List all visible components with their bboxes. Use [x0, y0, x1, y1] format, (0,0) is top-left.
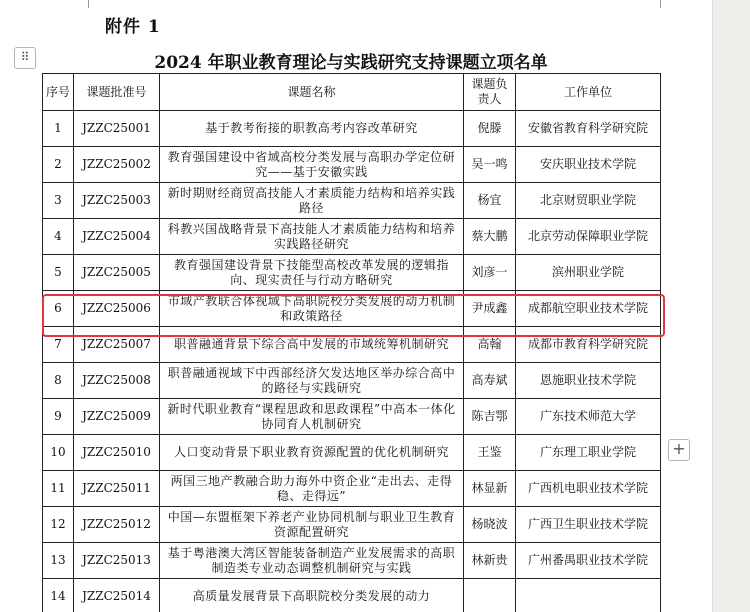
cell-approval-no: JZZC25003 [74, 183, 160, 219]
cell-leader: 林显新 [464, 471, 516, 507]
cell-name: 新时期财经商贸高技能人才素质能力结构和培养实践路径 [160, 183, 464, 219]
cell-unit: 安庆职业技术学院 [516, 147, 661, 183]
add-row-icon[interactable]: + [668, 439, 690, 461]
cell-unit: 北京劳动保障职业学院 [516, 219, 661, 255]
cell-approval-no: JZZC25010 [74, 435, 160, 471]
header-approval-no: 课题批准号 [74, 74, 160, 111]
cell-unit: 安徽省教育科学研究院 [516, 111, 661, 147]
table-row[interactable] [43, 399, 661, 435]
cell-unit: 广西卫生职业技术学院 [516, 507, 661, 543]
cell-leader: 倪滕 [464, 111, 516, 147]
table-row[interactable] [43, 363, 661, 399]
cell-name: 职普融通视域下中西部经济欠发达地区举办综合高中的路径与实践研究 [160, 363, 464, 399]
cell-name: 中国—东盟框架下养老产业协同机制与职业卫生教育资源配置研究 [160, 507, 464, 543]
cell-leader [464, 579, 516, 612]
table-header-row [43, 74, 661, 111]
table-row[interactable] [43, 327, 661, 363]
cell-name: 市域产教联合体视域下高职院校分类发展的动力机制和政策路径 [160, 291, 464, 327]
cell-index: 13 [43, 543, 74, 579]
cell-name: 高质量发展背景下高职院校分类发展的动力 [160, 579, 464, 612]
table-row[interactable] [43, 147, 661, 183]
cell-index: 9 [43, 399, 74, 435]
cell-approval-no: JZZC25011 [74, 471, 160, 507]
table-row[interactable] [43, 543, 661, 579]
cell-leader: 高寿斌 [464, 363, 516, 399]
cell-approval-no: JZZC25014 [74, 579, 160, 612]
table-row[interactable] [43, 471, 661, 507]
cell-approval-no: JZZC25006 [74, 291, 160, 327]
header-index: 序号 [43, 74, 74, 111]
cell-approval-no: JZZC25009 [74, 399, 160, 435]
cell-name: 职普融通背景下综合高中发展的市域统筹机制研究 [160, 327, 464, 363]
cell-name: 教育强国建设背景下技能型高校改革发展的逻辑指向、现实责任与行动方略研究 [160, 255, 464, 291]
cell-leader: 林新贵 [464, 543, 516, 579]
header-unit: 工作单位 [516, 74, 661, 111]
table-body [43, 111, 661, 612]
table-row[interactable] [43, 507, 661, 543]
cell-index: 10 [43, 435, 74, 471]
project-table [42, 73, 661, 612]
cell-leader: 刘彦一 [464, 255, 516, 291]
cell-approval-no: JZZC25013 [74, 543, 160, 579]
cell-index: 12 [43, 507, 74, 543]
cell-name: 基于粤港澳大湾区智能装备制造产业发展需求的高职制造类专业动态调整机制研究与实践 [160, 543, 464, 579]
cell-name: 基于教考衔接的职教高考内容改革研究 [160, 111, 464, 147]
cell-leader: 杨宜 [464, 183, 516, 219]
cell-unit: 广东理工职业学院 [516, 435, 661, 471]
cell-leader: 吴一鸣 [464, 147, 516, 183]
cell-unit: 北京财贸职业学院 [516, 183, 661, 219]
cell-name: 教育强国建设中省域高校分类发展与高职办学定位研究——基于安徽实践 [160, 147, 464, 183]
table-row[interactable] [43, 579, 661, 612]
cell-index: 8 [43, 363, 74, 399]
page-title: 2024 年职业教育理论与实践研究支持课题立项名单 [154, 53, 548, 73]
cell-name: 两国三地产教融合助力海外中资企业“走出去、走得稳、走得远” [160, 471, 464, 507]
cell-approval-no: JZZC25012 [74, 507, 160, 543]
cell-leader: 高翰 [464, 327, 516, 363]
cell-unit [516, 579, 661, 612]
cell-unit: 滨州职业学院 [516, 255, 661, 291]
cell-unit: 广东技术师范大学 [516, 399, 661, 435]
cell-index: 14 [43, 579, 74, 612]
cell-leader: 蔡大鹏 [464, 219, 516, 255]
cell-unit: 广西机电职业技术学院 [516, 471, 661, 507]
cell-approval-no: JZZC25008 [74, 363, 160, 399]
cell-index: 3 [43, 183, 74, 219]
table-row[interactable] [43, 435, 661, 471]
table-drag-handle-icon[interactable]: ⠿ [14, 47, 36, 69]
table-row[interactable] [43, 183, 661, 219]
cell-approval-no: JZZC25007 [74, 327, 160, 363]
page-corner-mark-left [88, 0, 89, 8]
cell-approval-no: JZZC25002 [74, 147, 160, 183]
table-row[interactable] [43, 255, 661, 291]
attachment-label: 附件 1 [105, 17, 161, 37]
cell-name: 新时代职业教育“课程思政和思政课程”中高本一体化协同育人机制研究 [160, 399, 464, 435]
cell-index: 11 [43, 471, 74, 507]
cell-approval-no: JZZC25005 [74, 255, 160, 291]
cell-index: 4 [43, 219, 74, 255]
cell-unit: 成都航空职业技术学院 [516, 291, 661, 327]
cell-index: 2 [43, 147, 74, 183]
cell-index: 7 [43, 327, 74, 363]
cell-unit: 恩施职业技术学院 [516, 363, 661, 399]
cell-unit: 广州番禺职业技术学院 [516, 543, 661, 579]
cell-index: 1 [43, 111, 74, 147]
cell-leader: 王鉴 [464, 435, 516, 471]
header-name: 课题名称 [160, 74, 464, 111]
cell-leader: 陈吉鄂 [464, 399, 516, 435]
cell-leader: 杨晓波 [464, 507, 516, 543]
table-row[interactable] [43, 219, 661, 255]
cell-name: 人口变动背景下职业教育资源配置的优化机制研究 [160, 435, 464, 471]
cell-unit: 成都市教育科学研究院 [516, 327, 661, 363]
side-panel [712, 0, 750, 612]
table-row[interactable] [43, 111, 661, 147]
cell-approval-no: JZZC25001 [74, 111, 160, 147]
cell-index: 5 [43, 255, 74, 291]
cell-leader: 尹成鑫 [464, 291, 516, 327]
cell-index: 6 [43, 291, 74, 327]
cell-approval-no: JZZC25004 [74, 219, 160, 255]
header-leader: 课题负责人 [464, 74, 516, 111]
cell-name: 科教兴国战略背景下高技能人才素质能力结构和培养实践路径研究 [160, 219, 464, 255]
page-corner-mark-right [660, 0, 661, 8]
table-row-highlighted[interactable] [43, 291, 661, 327]
